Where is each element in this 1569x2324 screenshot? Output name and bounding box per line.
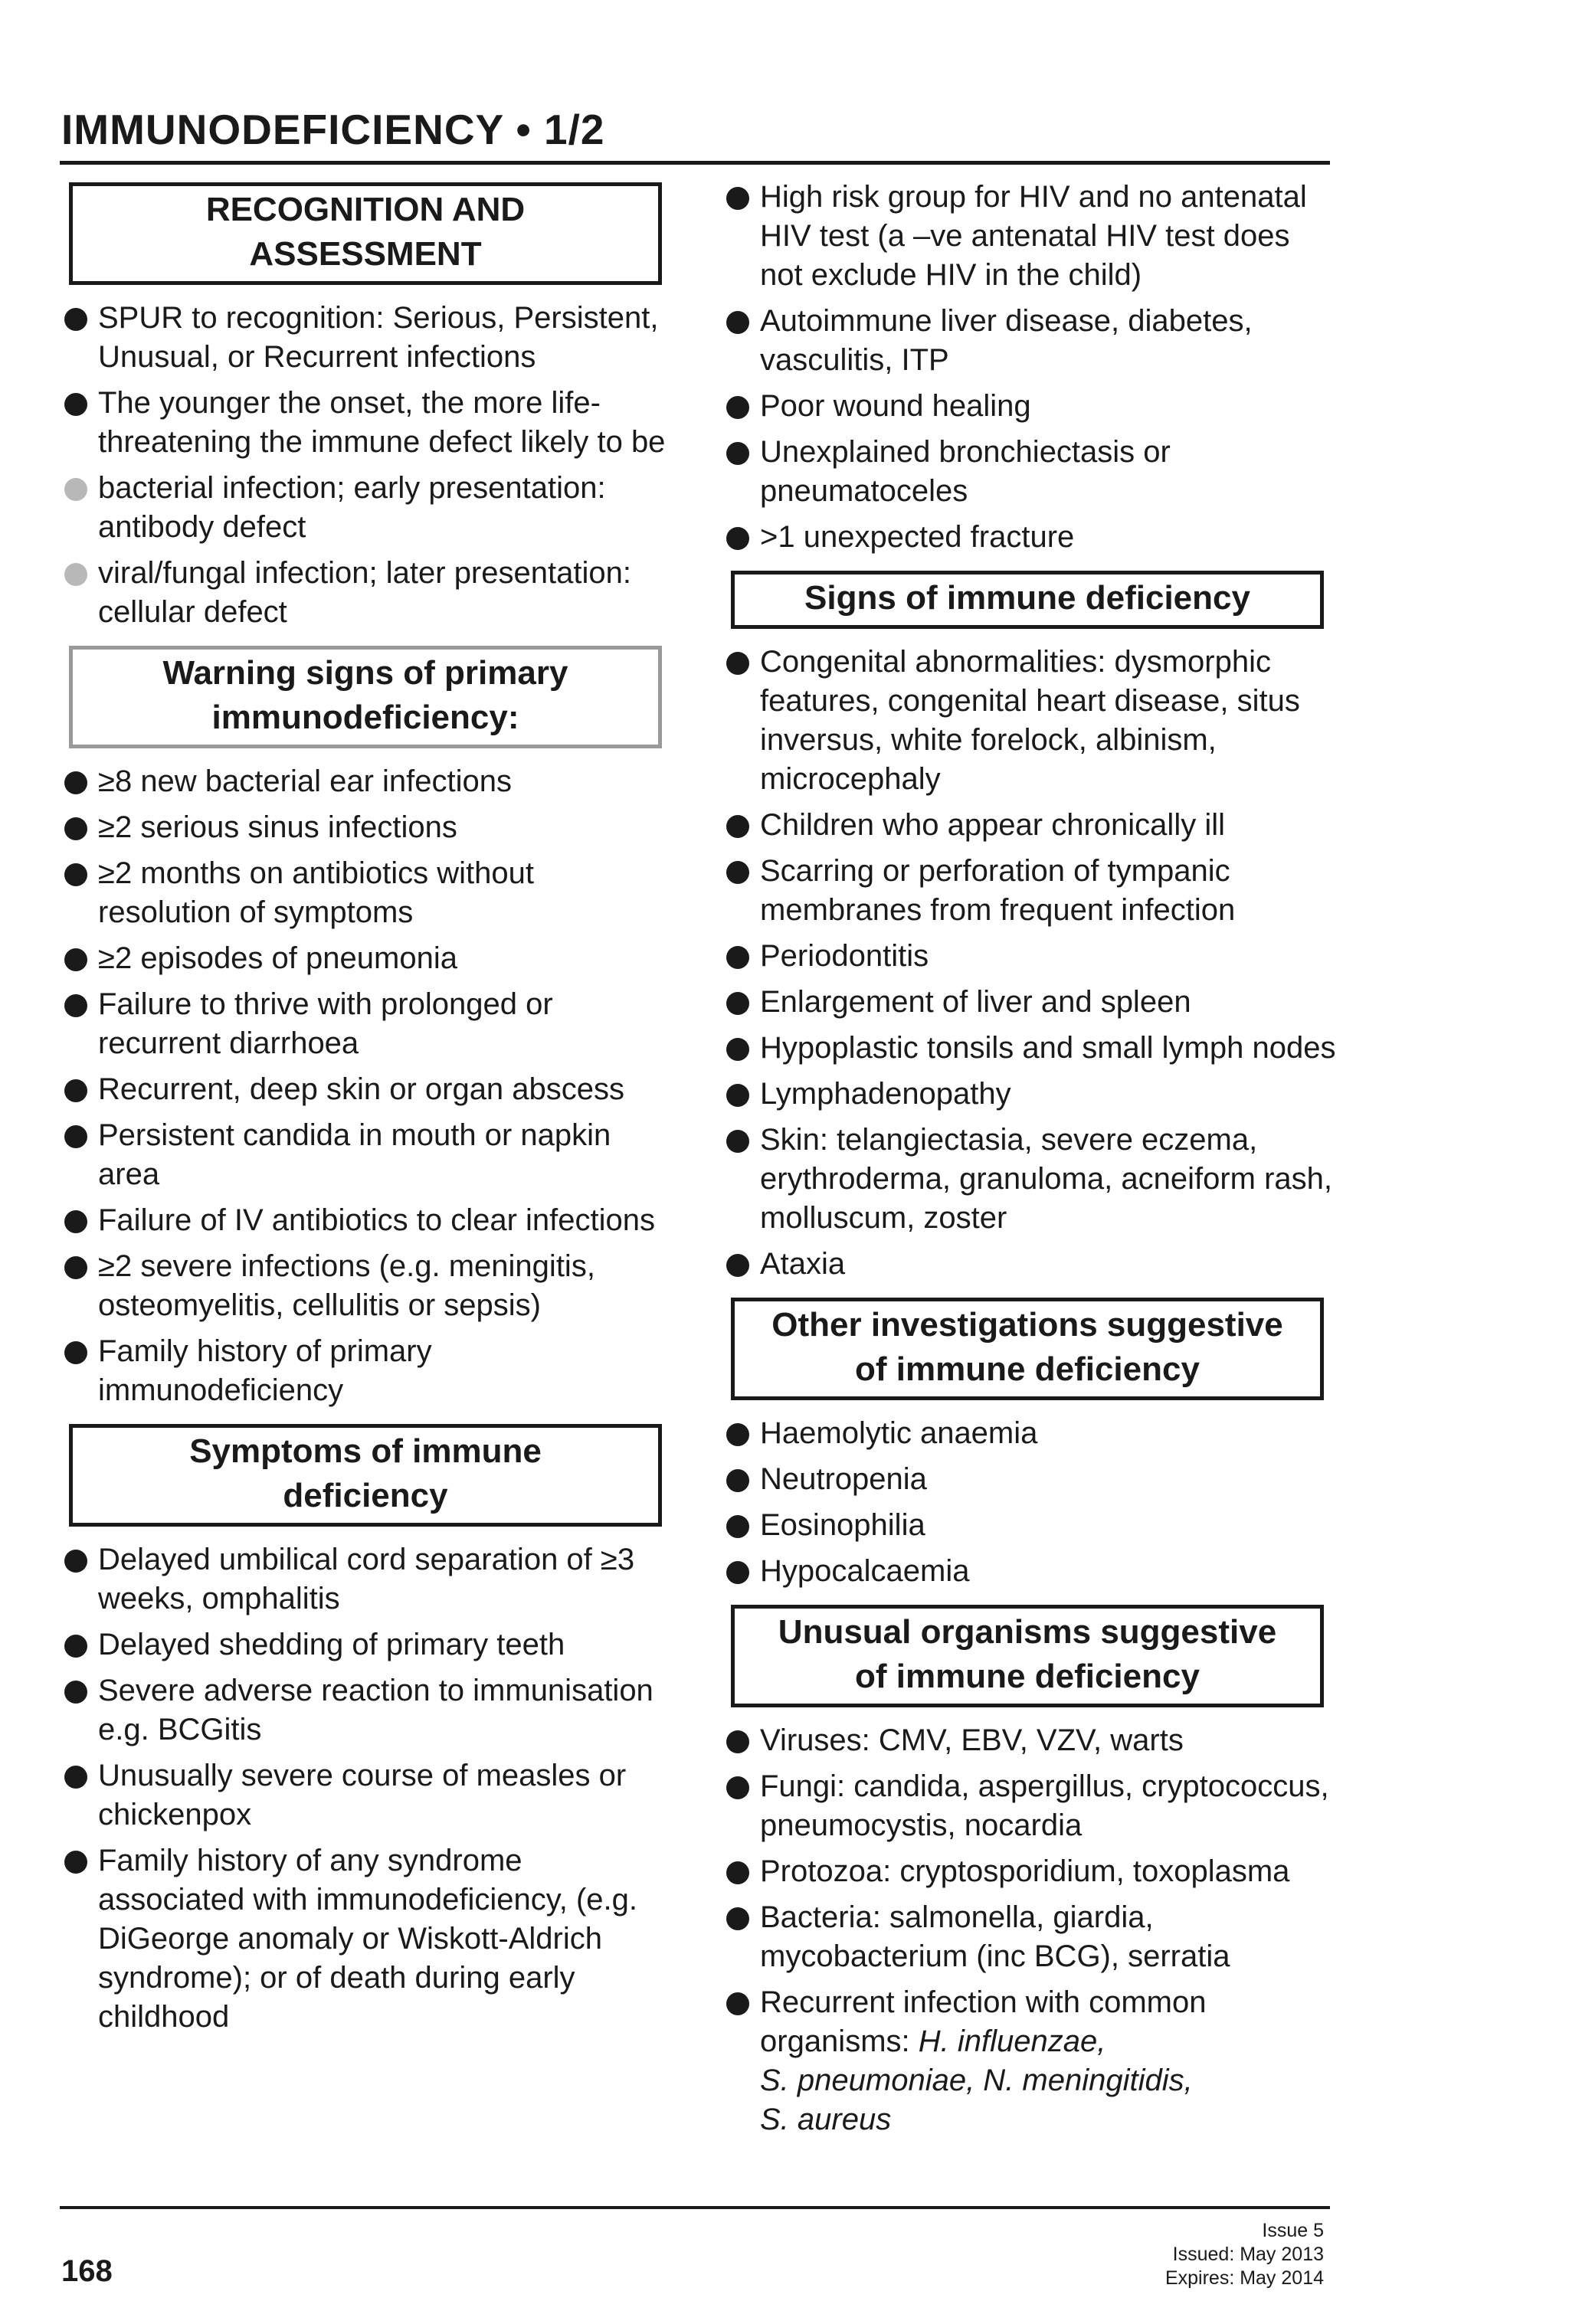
list-item: Congenital abnormalities: dysmorphic features, congenital heart disease, situs inversus, white forelock, albinism, microcephaly [723,643,1336,799]
list-item: Failure to thrive with prolonged or recurrent diarrhoea [61,985,667,1063]
list-item: ≥8 new bacterial ear infections [61,762,667,801]
symptoms-heading [69,1424,662,1527]
list-item: Persistent candida in mouth or napkin area [61,1116,667,1194]
list-item: Skin: telangiectasia, severe eczema, erythroderma, granuloma, acneiform rash, molluscum, zoster [723,1121,1336,1238]
investigations-heading-line1: Other investigations suggestive [771,1306,1283,1344]
recognition-heading-line2: ASSESSMENT [249,235,482,273]
list-item [723,1983,1336,2139]
bullet-icon [64,1766,87,1789]
list-item: Hypocalcaemia [723,1552,1336,1591]
bullet-icon [726,652,749,675]
bullet-icon [726,527,749,550]
bullet-icon [64,1635,87,1658]
list-item: Scarring or perforation of tympanic membranes from frequent infection [723,852,1336,930]
organism-s-aureus: S. aureus [760,2103,892,2136]
bullet-icon [726,946,749,969]
list-item: Eosinophilia [723,1506,1336,1545]
list-item: >1 unexpected fracture [723,518,1336,557]
list-item: Children who appear chronically ill [723,806,1336,845]
signs-heading-line1: Signs of immune deficiency [804,579,1250,617]
bullet-icon [726,1907,749,1930]
bullet-icon [64,1079,87,1102]
right-column [723,178,1336,2153]
bullet-icon [726,1776,749,1799]
organisms-heading-line1: Unusual organisms suggestive [778,1613,1277,1651]
bullet-icon [726,1992,749,2015]
list-item: Autoimmune liver disease, diabetes, vasculitis, ITP [723,302,1336,380]
list-item: Unexplained bronchiectasis or pneumatoceles [723,433,1336,511]
recognition-heading-line1: RECOGNITION AND [205,191,526,228]
bullet-icon [64,863,87,886]
organism-pneumoniae-meningitidis: S. pneumoniae, N. meningitidis, [760,2064,1193,2097]
footer-rule [60,2206,1330,2209]
grey-bullet-icon [64,478,87,501]
bullet-icon [64,817,87,840]
page-number: 168 [61,2254,113,2288]
list-item: Unusually severe course of measles or chickenpox [61,1756,667,1835]
expires-date: Expires: May 2014 [1164,2267,1324,2289]
signs-heading [731,571,1324,629]
warning-heading-line1: Warning signs of primary [162,654,568,692]
bullet-icon [726,396,749,419]
list-item: Viruses: CMV, EBV, VZV, warts [723,1721,1336,1760]
signs-list [723,643,1336,1284]
bullet-icon [64,1341,87,1364]
bullet-icon [64,1681,87,1704]
list-item: Enlargement of liver and spleen [723,983,1336,1022]
list-item: Severe adverse reaction to immunisation e.g. BCGitis [61,1671,667,1750]
bullet-icon [64,994,87,1017]
list-item: Recurrent, deep skin or organ abscess [61,1070,667,1109]
title-rule [60,161,1330,165]
bullet-icon [726,992,749,1015]
warning-heading [69,646,662,748]
list-item: Lymphadenopathy [723,1075,1336,1114]
issue-info [1165,2219,1324,2290]
bullet-icon [64,393,87,416]
issue-number: Issue 5 [1262,2220,1324,2241]
page-title: IMMUNODEFICIENCY • 1/2 [61,106,605,153]
list-item: Failure of IV antibiotics to clear infections [61,1201,667,1240]
left-column [61,178,667,2051]
list-item: ≥2 episodes of pneumonia [61,939,667,978]
investigations-heading-line2: of immune deficiency [855,1350,1200,1388]
bullet-icon [726,1423,749,1446]
issued-date: Issued: May 2013 [1172,2244,1324,2265]
list-item: High risk group for HIV and no antenatal HIV test (a –ve antenatal HIV test does not exclude HIV in the child) [723,178,1336,295]
list-item: Delayed shedding of primary teeth [61,1625,667,1664]
list-item: Poor wound healing [723,387,1336,426]
bullet-icon [64,948,87,971]
bullet-icon [726,311,749,334]
investigations-list [723,1414,1336,1591]
bullet-icon [64,1851,87,1874]
recurrent-prefix: Recurrent infection with common organisms: [760,1985,1207,2058]
list-item: Family history of primary immunodeficiency [61,1332,667,1410]
list-item: ≥2 serious sinus infections [61,808,667,847]
bullet-icon [726,1561,749,1584]
bullet-icon [726,1130,749,1153]
bullet-icon [726,1469,749,1492]
list-item-sub: bacterial infection; early presentation: antibody defect [61,469,667,547]
list-item: Hypoplastic tonsils and small lymph nodes [723,1029,1336,1068]
warning-heading-line2: immunodeficiency: [211,699,519,736]
list-item: Haemolytic anaemia [723,1414,1336,1453]
bullet-icon [726,815,749,838]
investigations-heading [731,1298,1324,1400]
bullet-icon [64,771,87,794]
bullet-icon [64,1210,87,1233]
bullet-icon [64,1256,87,1279]
list-item: Bacteria: salmonella, giardia, mycobacterium (inc BCG), serratia [723,1898,1336,1976]
recognition-heading [69,182,662,285]
list-item: Delayed umbilical cord separation of ≥3 weeks, omphalitis [61,1540,667,1619]
bullet-icon [726,1730,749,1753]
list-item: ≥2 months on antibiotics without resolution of symptoms [61,854,667,932]
bullet-icon [64,308,87,331]
bullet-icon [726,1254,749,1277]
bullet-icon [726,1084,749,1107]
symptoms-list [61,1540,667,2037]
list-item: Ataxia [723,1245,1336,1284]
bullet-icon [726,442,749,465]
continued-list [723,178,1336,557]
bullet-icon [726,1038,749,1061]
list-item: The younger the onset, the more life-threatening the immune defect likely to be [61,384,667,462]
list-item: Periodontitis [723,937,1336,976]
organism-h-influenzae: H. influenzae, [918,2024,1106,2058]
organisms-heading [731,1605,1324,1707]
organisms-list [723,1721,1336,2139]
list-item: Neutropenia [723,1460,1336,1499]
symptoms-heading-line1: Symptoms of immune [189,1432,542,1470]
list-item: SPUR to recognition: Serious, Persistent, Unusual, or Recurrent infections [61,299,667,377]
list-item: ≥2 severe infections (e.g. meningitis, osteomyelitis, cellulitis or sepsis) [61,1247,667,1325]
list-item: Family history of any syndrome associated with immunodeficiency, (e.g. DiGeorge anomaly or Wiskott-Aldrich syndrome); or of death during early childhood [61,1841,667,2037]
bullet-icon [64,1125,87,1148]
bullet-icon [726,1515,749,1538]
symptoms-heading-line2: deficiency [283,1477,448,1514]
list-item: Protozoa: cryptosporidium, toxoplasma [723,1852,1336,1891]
organisms-heading-line2: of immune deficiency [855,1658,1200,1695]
grey-bullet-icon [64,563,87,586]
list-item: Fungi: candida, aspergillus, cryptococcus, pneumocystis, nocardia [723,1767,1336,1845]
warning-list [61,762,667,1410]
list-item-sub: viral/fungal infection; later presentation: cellular defect [61,554,667,632]
bullet-icon [726,861,749,884]
bullet-icon [726,1861,749,1884]
recognition-list [61,299,667,632]
bullet-icon [726,187,749,210]
bullet-icon [64,1550,87,1573]
